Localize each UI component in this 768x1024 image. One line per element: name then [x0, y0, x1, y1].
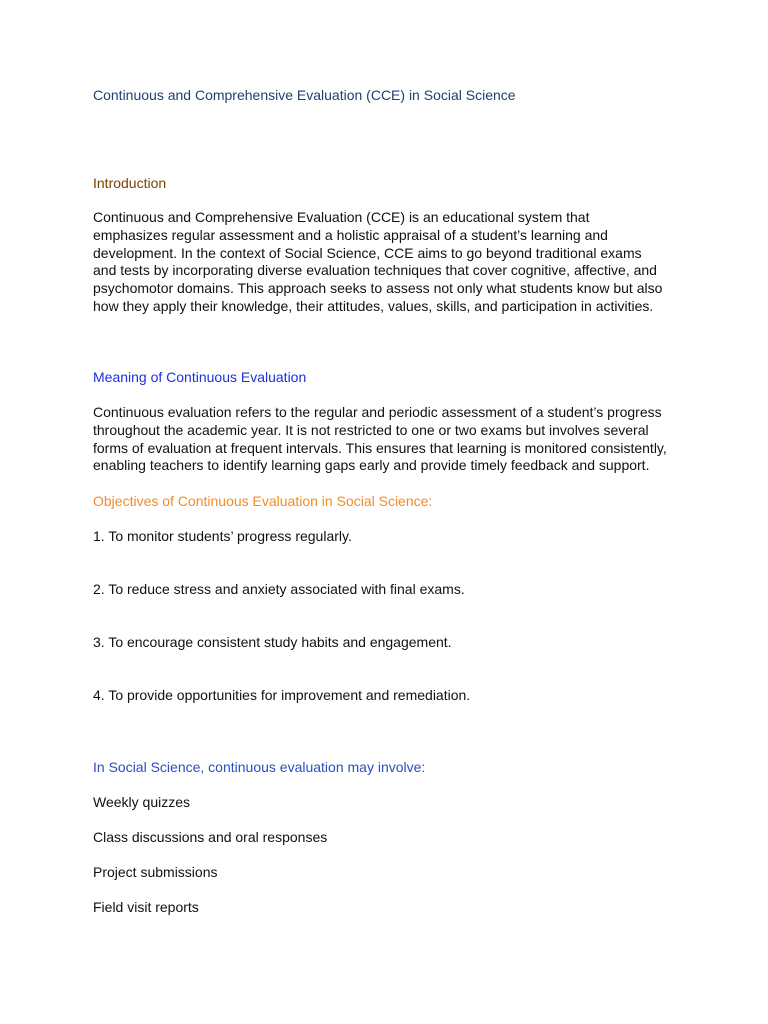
- objective-item: 1. To monitor students’ progress regularly.: [93, 528, 352, 544]
- meaning-paragraph: [93, 404, 683, 475]
- involve-item: Project submissions: [93, 864, 218, 880]
- involve-item: Weekly quizzes: [93, 794, 191, 810]
- introduction-line: how they apply their knowledge, their attitudes, values, skills, and participation in activities.: [93, 297, 654, 314]
- introduction-line: emphasizes regular assessment and a holistic appraisal of a student’s learning and: [93, 226, 608, 243]
- introduction-line: Continuous and Comprehensive Evaluation (CCE) is an educational system that: [93, 209, 590, 225]
- meaning-line: Continuous evaluation refers to the regular and periodic assessment of a student’s progress: [93, 404, 662, 420]
- involve-item: Class discussions and oral responses: [93, 829, 328, 845]
- objective-item: 4. To provide opportunities for improvement and remediation.: [93, 687, 471, 703]
- introduction-heading: Introduction: [93, 175, 167, 191]
- introduction-line: psychomotor domains. This approach seeks to assess not only what students know but also: [93, 280, 663, 297]
- meaning-heading: Meaning of Continuous Evaluation: [93, 369, 307, 385]
- objective-item: 3. To encourage consistent study habits and engagement.: [93, 634, 452, 650]
- introduction-line: and tests by incorporating diverse evaluation techniques that cover cognitive, affective, and: [93, 262, 657, 279]
- meaning-line: throughout the academic year. It is not restricted to one or two exams but involves several: [93, 421, 649, 438]
- involve-heading: In Social Science, continuous evaluation may involve:: [93, 759, 426, 775]
- objectives-heading: Objectives of Continuous Evaluation in Social Science:: [93, 493, 433, 509]
- document-title: Continuous and Comprehensive Evaluation (CCE) in Social Science: [93, 87, 516, 103]
- introduction-line: development. In the context of Social Science, CCE aims to go beyond traditional exams: [93, 244, 642, 261]
- involve-item: Field visit reports: [93, 899, 199, 915]
- meaning-line: forms of evaluation at frequent intervals. This ensures that learning is monitored consistently,: [93, 439, 667, 456]
- objective-item: 2. To reduce stress and anxiety associated with final exams.: [93, 581, 465, 597]
- introduction-paragraph: [93, 209, 683, 316]
- meaning-line: enabling teachers to identify learning gaps early and provide timely feedback and support.: [93, 457, 650, 474]
